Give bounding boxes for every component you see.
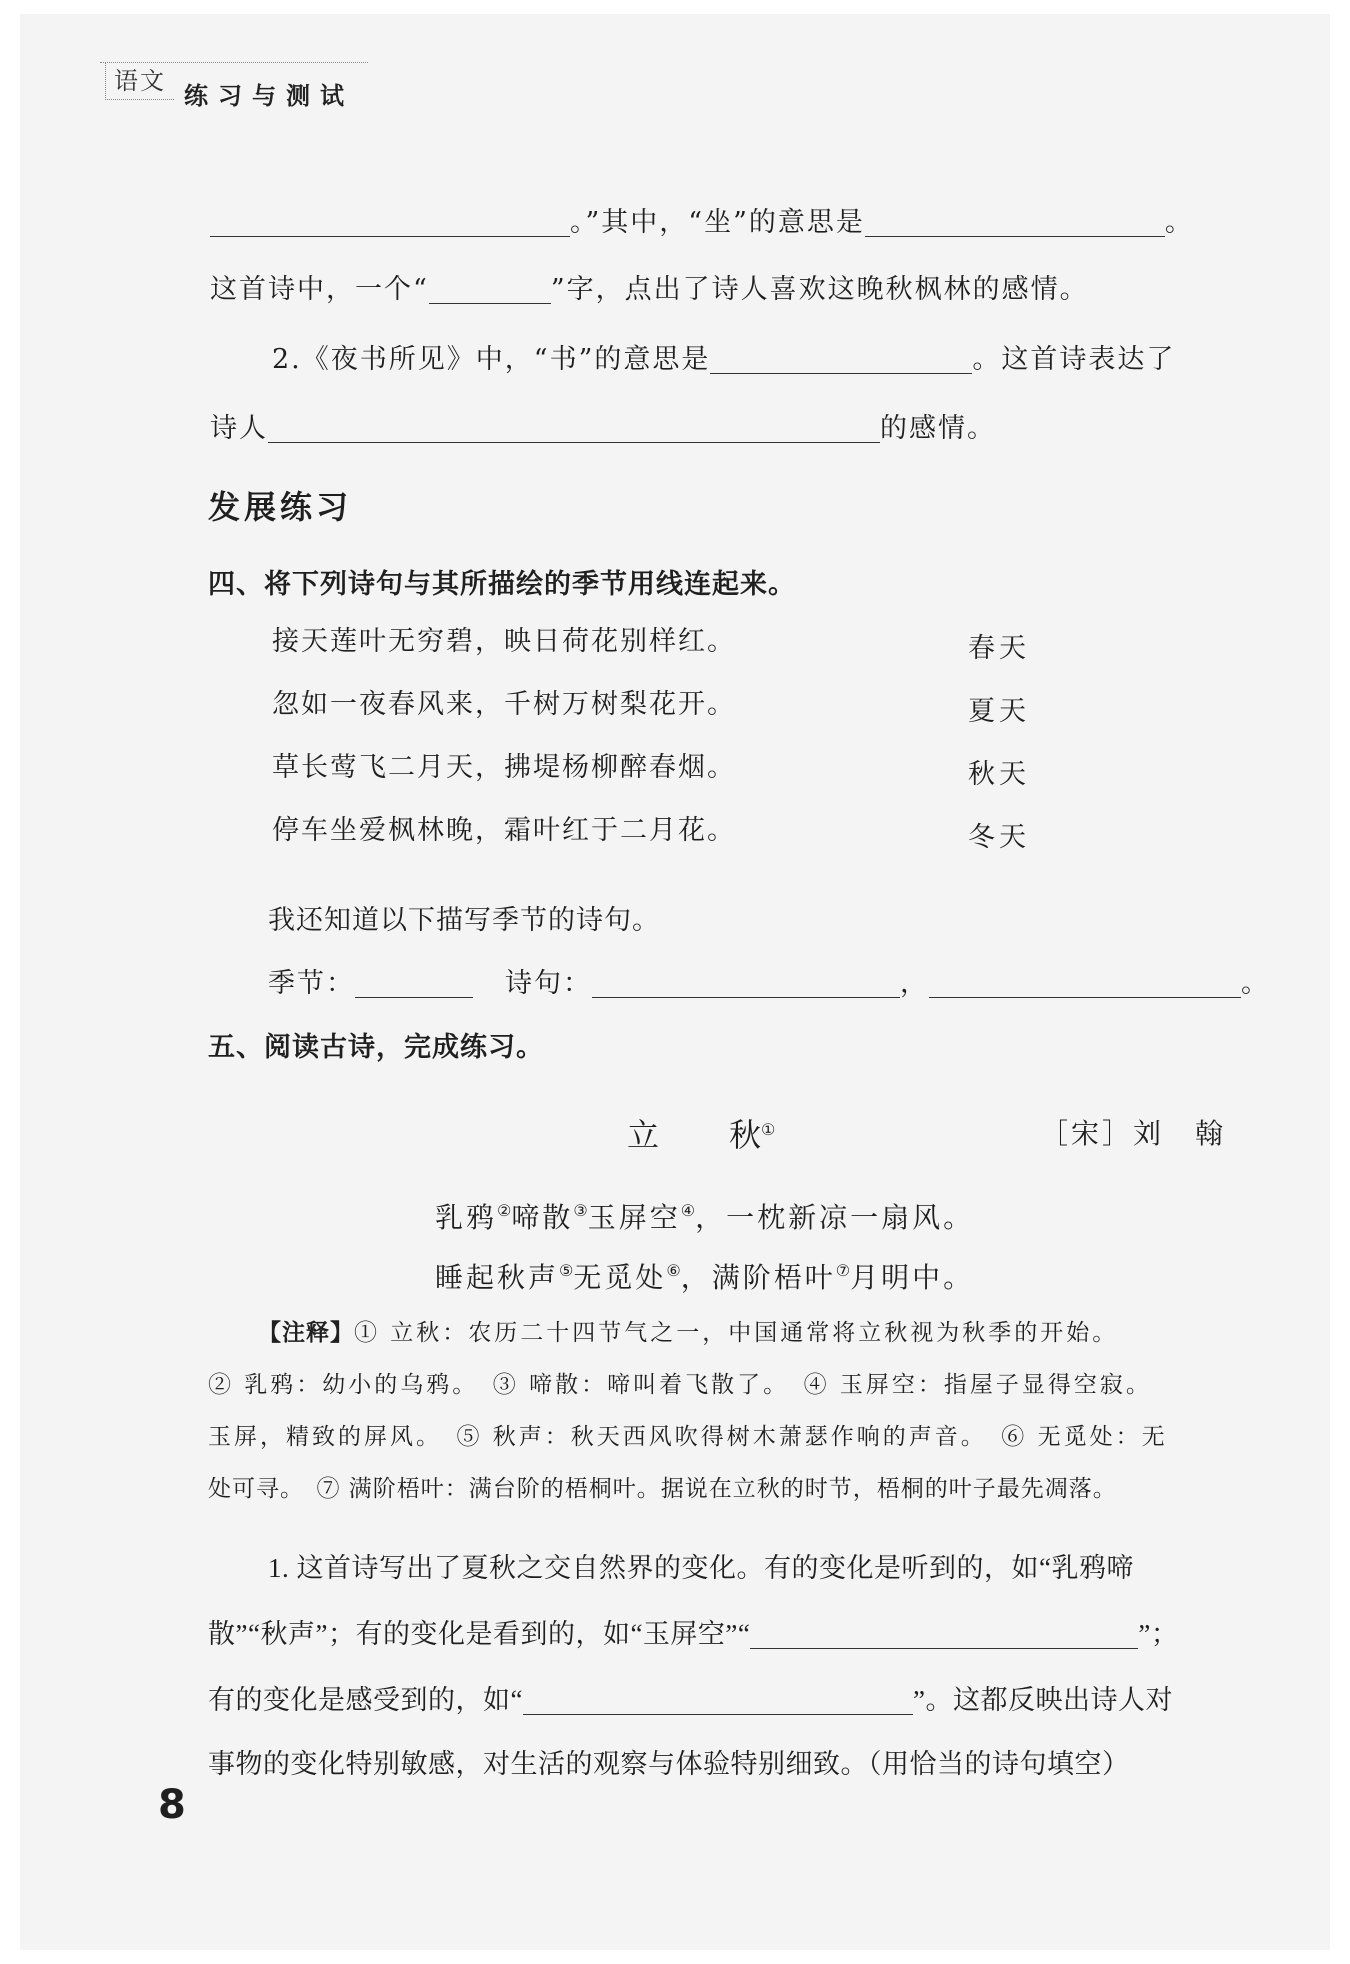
q4-title: 四、将下列诗句与其所描绘的季节用线连起来。 (208, 569, 796, 600)
answer-blank[interactable] (750, 1618, 1138, 1649)
verse-text: 乳鸦 (435, 1201, 498, 1234)
header-subject: 语文 (114, 67, 166, 95)
footnote-mark: ② (497, 1201, 512, 1220)
q2-text-c: 诗人 (210, 413, 268, 444)
verse-text: 玉屏空 (587, 1201, 681, 1234)
footnote-mark: ① (761, 1120, 776, 1139)
q3-line1-end: 。 (1164, 207, 1194, 238)
notes-line-3: 玉屏，精致的屏风。 ⑤ 秋声：秋天西风吹得树木萧瑟作响的声音。 ⑥ 无觅处：无 (208, 1424, 1168, 1450)
footnote-mark: ⑥ (666, 1261, 681, 1280)
q1-text: ”； (1138, 1619, 1179, 1649)
answer-blank[interactable] (865, 206, 1165, 237)
verse-text: ，一枕新凉一扇风。 (695, 1201, 975, 1234)
season-spring[interactable]: 春天 (968, 633, 1030, 664)
footnote-mark: ⑤ (559, 1261, 574, 1280)
q5-q1-line2 (208, 1616, 1178, 1652)
season-autumn[interactable]: 秋天 (968, 759, 1030, 790)
verse-text: 睡起秋声 (435, 1261, 560, 1294)
season-blank[interactable] (355, 967, 473, 998)
footnote-mark: ④ (680, 1201, 696, 1220)
poem-verse-2 (435, 1256, 974, 1296)
q5-title: 五、阅读古诗，完成练习。 (208, 1032, 544, 1063)
q3-q2-line1 (272, 342, 1175, 378)
notes-line-1 (258, 1317, 1118, 1349)
verse-text: 啼散 (511, 1201, 574, 1234)
page-number: 8 (158, 1782, 186, 1828)
season-label: 季节： (268, 968, 355, 999)
q5-q1-line1: 1. 这首诗写出了夏秋之交自然界的变化。有的变化是听到的，如“乳鸦啼 (268, 1553, 1134, 1583)
verse-text: 月明中。 (850, 1261, 975, 1294)
answer-blank[interactable] (523, 1684, 913, 1715)
season-winter[interactable]: 冬天 (968, 822, 1030, 853)
verse-text: ，满阶梧叶 (680, 1261, 836, 1294)
answer-blank[interactable] (710, 343, 972, 374)
q1-text: 有的变化是感受到的，如“ (208, 1685, 523, 1715)
q1-text: ”。这都反映出诗人对 (912, 1685, 1173, 1715)
answer-blank[interactable] (268, 412, 880, 443)
poem-blank-2[interactable] (929, 967, 1241, 998)
poem-title (627, 1110, 775, 1156)
comma: ， (900, 968, 929, 999)
footnote-mark: ③ (573, 1201, 588, 1220)
q3-line2-text-a: 这首诗中，一个“ (210, 274, 429, 305)
q2-text-d: 的感情。 (880, 413, 996, 444)
q3-line1-text: 。”其中，“坐”的意思是 (570, 207, 865, 238)
poem-line-4: 停车坐爱枫林晚，霜叶红于二月花。 (272, 815, 736, 846)
q2-text-b: 。这首诗表达了 (972, 344, 1176, 375)
q3-q2-line2 (210, 411, 996, 447)
note-text: ① 立秋：农历二十四节气之一，中国通常将立秋视为秋季的开始。 (354, 1320, 1119, 1346)
q5-q1-line3 (208, 1682, 1173, 1718)
q4-extra-fill (268, 966, 1270, 1002)
footnote-mark: ⑦ (835, 1261, 851, 1280)
season-summer[interactable]: 夏天 (968, 696, 1030, 727)
poem-line-2: 忽如一夜春风来，千树万树梨花开。 (272, 689, 736, 720)
section-heading-development: 发展练习 (208, 488, 353, 526)
notes-label: 【注释】 (258, 1320, 354, 1346)
notes-line-4: 处可寻。 ⑦ 满阶梧叶：满台阶的梧桐叶。据说在立秋的时节，梧桐的叶子最先凋落。 (208, 1476, 1117, 1502)
poem-author: ［宋］刘 翰 (1040, 1117, 1227, 1150)
period: 。 (1241, 968, 1270, 999)
poem-label: 诗句： (505, 968, 592, 999)
poem-verse-1 (435, 1196, 974, 1236)
poem-line-3: 草长莺飞二月天，拂堤杨柳醉春烟。 (272, 752, 736, 783)
poem-line-1: 接天莲叶无穷碧，映日荷花别样红。 (272, 626, 736, 657)
q5-q1-line4: 事物的变化特别敏感，对生活的观察与体验特别细致。（用恰当的诗句填空） (208, 1749, 1130, 1779)
q3-line1 (210, 205, 1194, 241)
q3-line2 (210, 272, 1089, 308)
q2-text-a: 2.《夜书所见》中，“书”的意思是 (272, 344, 711, 375)
header-series-title: 练习与测试 (184, 82, 354, 110)
header-subject-box (105, 62, 174, 100)
q4-extra-prompt: 我还知道以下描写季节的诗句。 (268, 905, 660, 936)
notes-line-2: ② 乳鸦：幼小的乌鸦。 ③ 啼散：啼叫着飞散了。 ④ 玉屏空：指屋子显得空寂。 (208, 1372, 1152, 1398)
poem-title-char-1: 立 (627, 1116, 660, 1154)
poem-blank-1[interactable] (592, 967, 900, 998)
q1-text: 散”“秋声”；有的变化是看到的，如“玉屏空”“ (208, 1619, 751, 1649)
answer-blank[interactable] (429, 273, 551, 304)
q3-line2-text-b: ”字，点出了诗人喜欢这晚秋枫林的感情。 (550, 274, 1089, 305)
answer-blank[interactable] (210, 206, 570, 237)
verse-text: 无觅处 (573, 1261, 667, 1294)
poem-title-char-2: 秋 (729, 1116, 762, 1154)
